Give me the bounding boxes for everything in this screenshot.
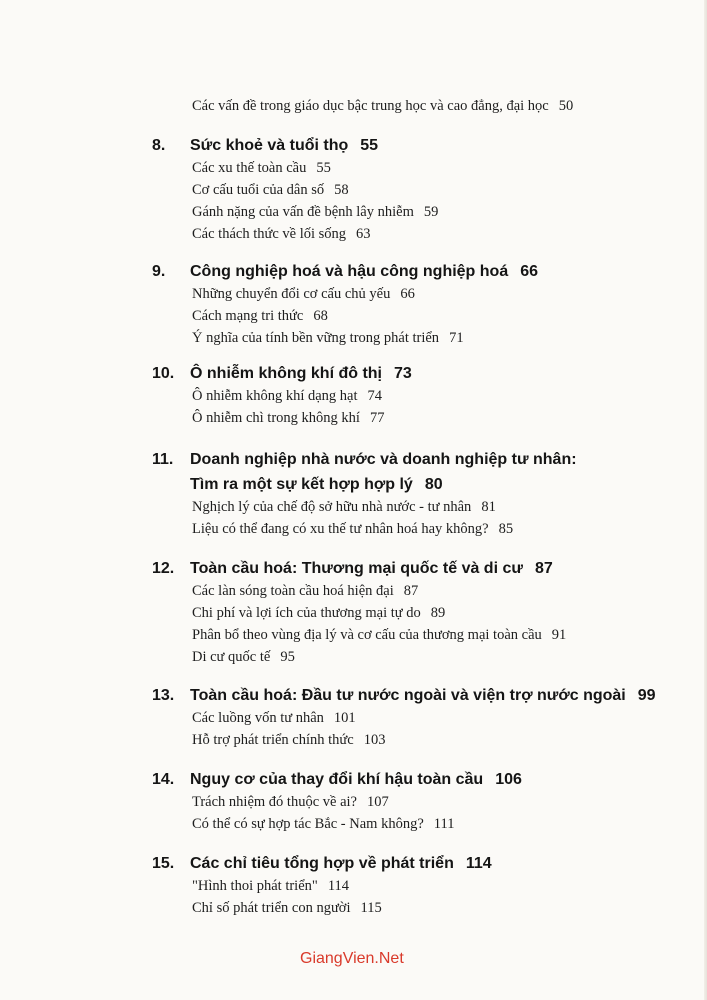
toc-subentry: Chi phí và lợi ích của thương mại tự do 89 <box>192 605 446 621</box>
toc-subentry: Cơ cấu tuổi của dân số 58 <box>192 182 349 198</box>
toc-subentry-top: Các vấn đề trong giáo dục bậc trung học và cao đẳng, đại học 50 <box>192 98 574 114</box>
toc-subentry: Liệu có thể đang có xu thế tư nhân hoá hay không? 85 <box>192 521 514 537</box>
toc-subentry: Di cư quốc tế 95 <box>192 649 295 665</box>
toc-subentry: Các làn sóng toàn cầu hoá hiện đại 87 <box>192 583 419 599</box>
toc-subentry: Cách mạng tri thức 68 <box>192 308 328 324</box>
watermark-text: GiangVien.Net <box>300 950 404 967</box>
toc-subentry: Ô nhiễm không khí dạng hạt 74 <box>192 388 383 404</box>
toc-subentry: Chỉ số phát triển con người 115 <box>192 900 382 916</box>
toc-subentry: Trách nhiệm đó thuộc về ai? 107 <box>192 794 389 810</box>
toc-subentry: Ô nhiễm chì trong không khí 77 <box>192 410 385 426</box>
toc-subentry: Các luồng vốn tư nhân 101 <box>192 710 356 726</box>
toc-subentry: Ý nghĩa của tính bền vững trong phát triển 71 <box>192 330 464 346</box>
toc-subentry: Các thách thức về lối sống 63 <box>192 226 371 242</box>
toc-subentry: Những chuyển đổi cơ cấu chủ yếu 66 <box>192 286 415 302</box>
toc-subentry: Gánh nặng của vấn đề bệnh lây nhiễm 59 <box>192 204 439 220</box>
toc-subentry: Phân bổ theo vùng địa lý và cơ cấu của thương mại toàn cầu 91 <box>192 627 567 643</box>
toc-subentry: Có thể có sự hợp tác Bắc - Nam không? 111 <box>192 816 455 832</box>
toc-subentry: "Hình thoi phát triển" 114 <box>192 878 350 894</box>
toc-subentry: Nghịch lý của chế độ sở hữu nhà nước - tư nhân 81 <box>192 499 496 515</box>
toc-page: Các vấn đề trong giáo dục bậc trung học và cao đẳng, đại học 50 8. Sức khoẻ và tuổi thọ 55 Các xu thế toàn cầu 55 Cơ cấu tuổi của dân số 58 Gánh nặng của vấn đề bệnh lây nhiễm 59 Các thách thức về lối sống 63 9. Công nghiệp hoá và hậu công nghiệp hoá 66 Những chuyển đổi cơ cấu chủ yếu 66 Cách mạng tri thức 68 Ý nghĩa của tính bền vững trong phát triển 71 10. Ô nhiễm không khí đô thị 73 Ô nhiễm không khí dạng hạt 74 Ô nhiễm chì trong không khí 77 11. Doanh nghiệp nhà nước và doanh nghiệp tư nhân: Tìm ra một sự kết hợp hợp lý 80 Nghịch lý của chế độ sở hữu nhà nước - tư nhân 81 Liệu có thể đang có xu thế tư nhân hoá hay không? 85 12. Toàn cầu hoá: Thương mại quốc tế và di cư 87 Các làn sóng toàn cầu hoá hiện đại 87 Chi phí và lợi ích của thương mại tự do 89 Phân bổ theo vùng địa lý và cơ cấu của thương mại toàn cầu 91 Di cư quốc tế 95 13. Toàn cầu hoá: Đầu tư nước ngoài và viện trợ nước ngoài 99 Các luồng vốn tư nhân 101 Hỗ trợ phát triển chính thức 103 14. Nguy cơ của thay đổi khí hậu toàn cầu 106 Trách nhiệm đó thuộc về ai? 107 Có thể có sự hợp tác Bắc - Nam không? 111 15. Các chỉ tiêu tổng hợp về phát triển 114 "Hình thoi phát triển" 114 Chỉ số phát triển con người 115 GiangVien.Net <box>0 0 707 1000</box>
toc-subentry: Các xu thế toàn cầu 55 <box>192 160 331 176</box>
toc-subentry: Hỗ trợ phát triển chính thức 103 <box>192 732 386 748</box>
